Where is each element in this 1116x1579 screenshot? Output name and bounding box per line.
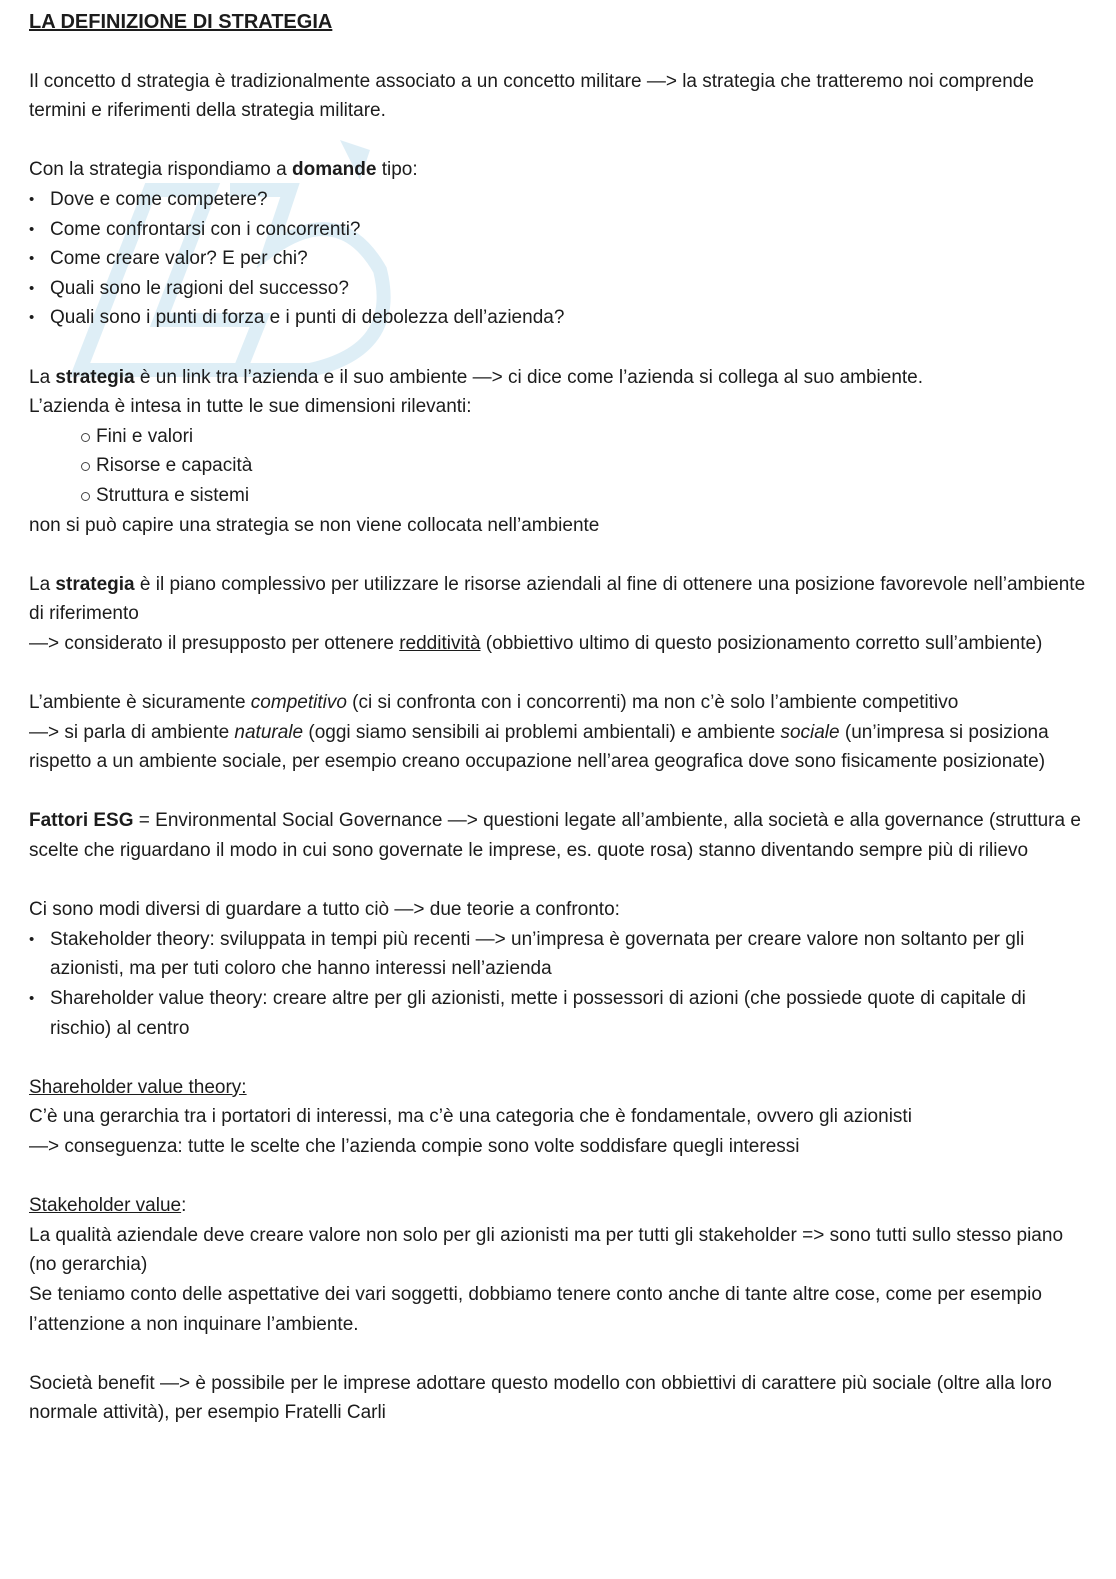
shareholder-heading: Shareholder value theory: (29, 1076, 247, 1098)
questions-list (29, 185, 1089, 333)
strategy-link-paragraph: La strategia è un link tra l’azienda e il suo ambiente —> ci dice come l’azienda si collega al suo ambiente. (29, 366, 924, 388)
profitability-paragraph: —> considerato il presupposto per ottenere redditività (obbiettivo ultimo di questo posizionamento corretto sull’ambiente) (29, 632, 1043, 654)
questions-intro: Con la strategia rispondiamo a domande tipo: (29, 159, 418, 181)
page-title: LA DEFINIZIONE DI STRATEGIA (29, 11, 333, 33)
dimensions-list (29, 422, 1089, 511)
shareholder-line1: C’è una gerarchia tra i portatori di interessi, ma c’è una categoria che è fondamentale, ovvero gli azionisti (29, 1106, 912, 1128)
environment-paragraph: L’ambiente è sicuramente competitivo (ci si confronta con i concorrenti) ma non c’è solo l’ambiente competitivo —> si parla di ambiente naturale (oggi siamo sensibili ai problemi ambientali) e ambiente sociale (un’impresa si posiziona rispetto a un ambiente sociale, per esempio creano occupazione nell’area geografica dove sono fisicamente posizionate) (29, 692, 1049, 773)
list-item: • Come confrontarsi con i concorrenti? (29, 215, 1089, 245)
list-item: Struttura e sistemi (81, 481, 1089, 511)
stakeholder-heading: Stakeholder value: (29, 1195, 187, 1217)
intro-paragraph: Il concetto d strategia è tradizionalmente associato a un concetto militare —> la strategia che tratteremo noi comprende termini e riferimenti della strategia militare. (29, 70, 1034, 122)
strategy-plan-paragraph: La strategia è il piano complessivo per utilizzare le risorse aziendali al fine di ottenere una posizione favorevole nell’ambiente di riferimento (29, 573, 1086, 625)
list-item: • Shareholder value theory: creare altre per gli azionisti, mette i possessori di azioni (che possiede quote di capitale di rischio) al centro (29, 984, 1089, 1043)
document-content (29, 7, 1089, 1428)
list-item: • Quali sono i punti di forza e i punti di debolezza dell’azienda? (29, 303, 1089, 333)
list-item: • Stakeholder theory: sviluppata in tempi più recenti —> un’impresa è governata per creare valore non soltanto per gli azionisti, ma per tuti coloro che hanno interessi nell’azienda (29, 925, 1089, 984)
theories-intro: Ci sono modi diversi di guardare a tutto ciò —> due teorie a confronto: (29, 899, 620, 921)
environment-note: non si può capire una strategia se non viene collocata nell’ambiente (29, 514, 600, 536)
stakeholder-line2: Se teniamo conto delle aspettative dei vari soggetti, dobbiamo tenere conto anche di tante altre cose, come per esempio l’attenzione a non inquinare l’ambiente. (29, 1283, 1042, 1335)
list-item: Fini e valori (81, 422, 1089, 452)
list-item: • Quali sono le ragioni del successo? (29, 274, 1089, 304)
dimensions-intro: L’azienda è intesa in tutte le sue dimensioni rilevanti: (29, 396, 472, 418)
list-item: Risorse e capacità (81, 451, 1089, 481)
theories-list (29, 925, 1089, 1043)
shareholder-line2: —> conseguenza: tutte le scelte che l’azienda compie sono volte soddisfare quegli interessi (29, 1135, 800, 1157)
benefit-paragraph: Società benefit —> è possibile per le imprese adottare questo modello con obbiettivi di carattere più sociale (oltre alla loro normale attività), per esempio Fratelli Carli (29, 1372, 1052, 1424)
esg-paragraph: Fattori ESG = Environmental Social Governance —> questioni legate all’ambiente, alla società e alla governance (struttura e scelte che riguardano il modo in cui sono governate le imprese, es. quote rosa) stanno diventando sempre più di rilievo (29, 810, 1081, 862)
stakeholder-line1: La qualità aziendale deve creare valore non solo per gli azionisti ma per tutti gli stakeholder => sono tutti sullo stesso piano (no gerarchia) (29, 1224, 1064, 1276)
list-item: • Come creare valor? E per chi? (29, 244, 1089, 274)
list-item: • Dove e come competere? (29, 185, 1089, 215)
